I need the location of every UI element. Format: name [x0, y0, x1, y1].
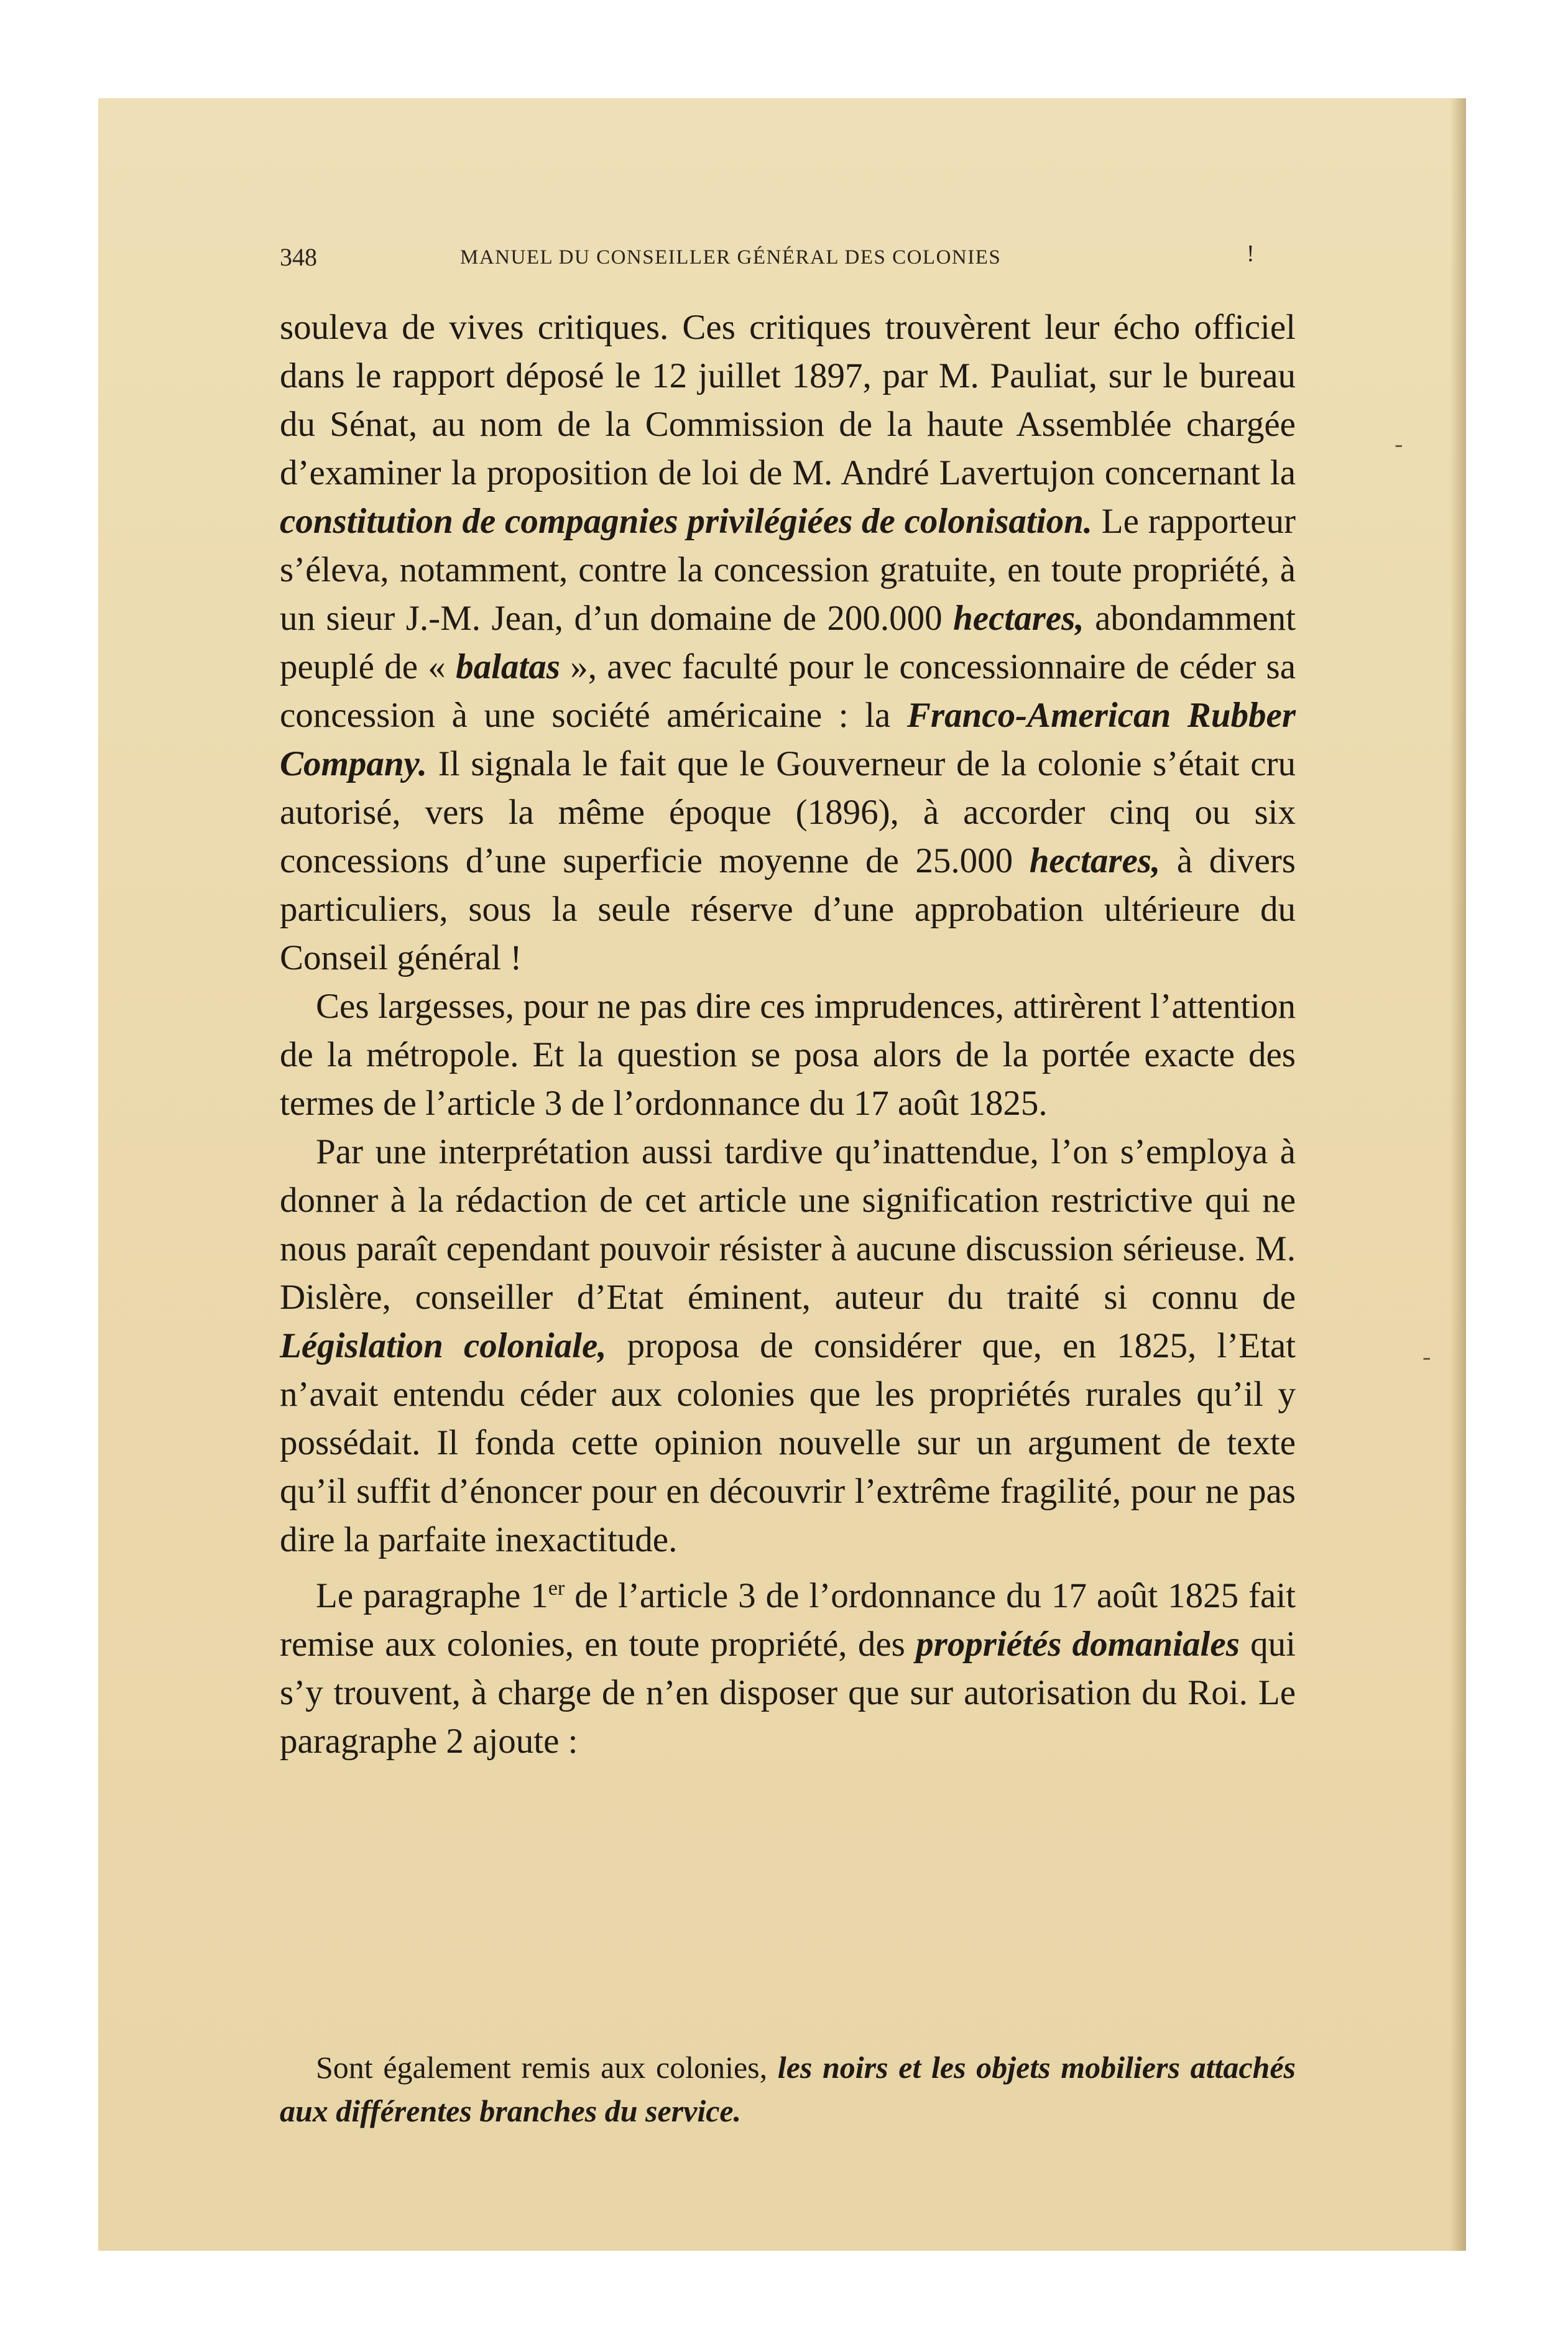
paragraph-2: Ces largesses, pour ne pas dire ces imprudences, attirèrent l’attention de la métropole. Et la question se posa alors de la portée exacte des termes de l’article 3 de l’ordonnance du 17 août 1825.	[280, 987, 1296, 1123]
running-title: MANUEL DU CONSEILLER GÉNÉRAL DES COLONIES	[460, 246, 1002, 269]
book-page	[98, 98, 1466, 2251]
paragraph-4: Le paragraphe 1er de l’article 3 de l’ordonnance du 17 août 1825 fait remise aux colonies, en toute propriété, des propriétés domaniales qui s’y trouvent, à charge de n’en disposer que sur autorisation du Roi. Le paragraphe 2 ajoute :	[280, 1576, 1296, 1761]
page-spine-shadow	[1450, 98, 1466, 2251]
body-text	[280, 303, 1296, 1766]
page-header	[280, 242, 1355, 286]
paragraph-1: souleva de vives critiques. Ces critiques trouvèrent leur écho officiel dans le rapport déposé le 12 juillet 1897, par M. Pauliat, sur le bureau du Sénat, au nom de la Commission de la haute Assemblée chargée d’examiner la proposition de loi de M. André Lavertujon concernant la constitution de compagnies privilégiées de colonisation. Le rapporteur s’éleva, notamment, contre la concession gratuite, en toute propriété, à un sieur J.-M. Jean, d’un domaine de 200.000 hectares, abondamment peuplé de « balatas », avec faculté pour le concessionnaire de céder sa concession à une société américaine : la Franco-American Rubber Company. Il signala le fait que le Gouverneur de la colonie s’était cru autorisé, vers la même époque (1896), à accorder cinq ou six concessions d’une superficie moyenne de 25.000 hectares, à divers particuliers, sous la seule réserve d’une approbation ultérieure du Conseil général !	[280, 308, 1296, 977]
block-quote: Sont également remis aux colonies, les noirs et les objets mobiliers attachés aux différentes branches du service.	[280, 2050, 1296, 2128]
page-number: 348	[280, 243, 317, 271]
margin-mark-1: -	[1395, 430, 1403, 458]
paragraph-3: Par une interprétation aussi tardive qu’inattendue, l’on s’employa à donner à la rédaction de cet article une signification restrictive qui ne nous paraît cependant pouvoir résister à aucune discussion sérieuse. M. Dislère, conseiller d’Etat éminent, auteur du traité si connu de Législation coloniale, proposa de considérer que, en 1825, l’Etat n’avait entendu céder aux colonies que les propriétés rurales qu’il y possédait. Il fonda cette opinion nouvelle sur un argument de texte qu’il suffit d’énoncer pour en découvrir l’extrême fragilité, pour ne pas dire la parfaite inexactitude.	[280, 1132, 1296, 1559]
margin-mark-2: -	[1423, 1342, 1431, 1370]
header-mark: !	[1247, 241, 1255, 267]
